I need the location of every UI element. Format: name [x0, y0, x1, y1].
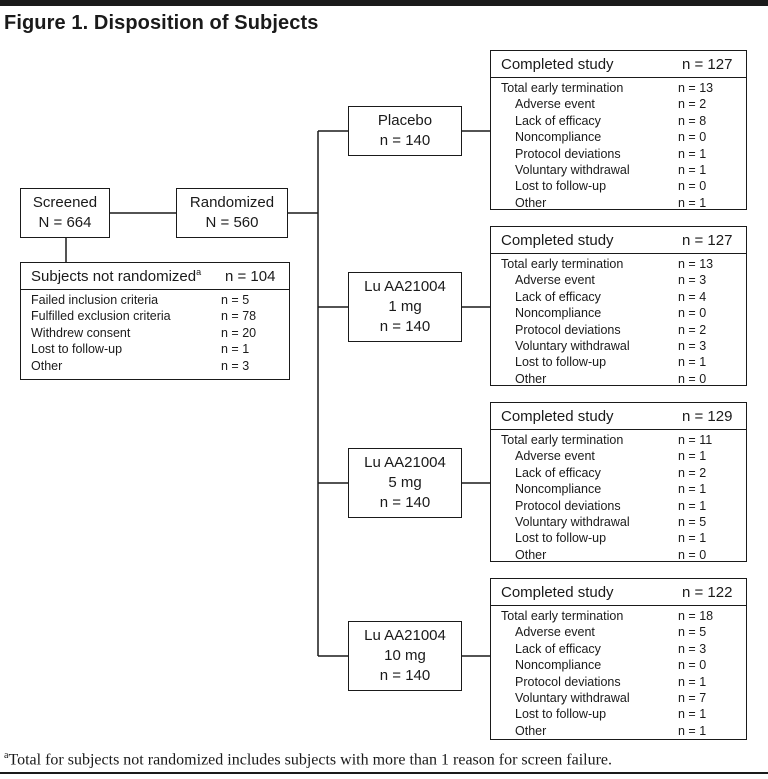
table-row: Total early termination n = 18: [501, 609, 714, 623]
randomized-box: [176, 188, 288, 238]
table-row: Noncompliance n = 0: [515, 130, 707, 145]
arm-count: n = 140: [379, 667, 431, 684]
table-row: Protocol deviations n = 1: [515, 674, 707, 689]
table-row: Voluntary withdrawal n = 1: [515, 162, 707, 177]
table-row: Adverse event n = 3: [515, 273, 707, 288]
footnote-mark: a: [196, 267, 202, 277]
termination-rows: [491, 606, 746, 739]
arm-count: n = 140: [379, 494, 431, 511]
screened-count: N = 664: [38, 214, 92, 231]
table-row: Fulfilled exclusion criteria n = 78: [31, 309, 257, 324]
completed-header: Completed study n = 129: [491, 403, 746, 430]
figure-footnote: [4, 750, 612, 769]
arm-name: Lu AA21004: [364, 278, 446, 295]
table-row: Lack of efficacy n = 8: [515, 113, 707, 128]
table-row: Noncompliance n = 0: [515, 306, 707, 321]
arm-dose: 1 mg: [388, 298, 422, 315]
arm-dose: 5 mg: [388, 474, 422, 491]
not-randomized-box: [20, 262, 290, 380]
outcome-placebo-box: [490, 50, 747, 210]
table-row: Total early termination n = 11: [501, 433, 713, 447]
bottom-rule: [0, 772, 768, 774]
completed-header: Completed study n = 127: [491, 51, 746, 78]
table-row: Protocol deviations n = 1: [515, 146, 707, 161]
screened-label: Screened: [32, 194, 98, 211]
table-row: Other n = 1: [515, 723, 707, 738]
not-randomized-total: n = 104: [225, 267, 276, 285]
table-row: Lost to follow-up n = 1: [515, 355, 707, 370]
termination-rows: [491, 78, 746, 211]
completed-header: Completed study n = 127: [491, 227, 746, 254]
randomized-count: N = 560: [205, 214, 259, 231]
arm-name: Placebo: [377, 112, 433, 129]
table-row: Lack of efficacy n = 4: [515, 289, 707, 304]
footnote-text: Total for subjects not randomized includes subjects with more than 1 reason for screen failure.: [8, 751, 613, 769]
not-randomized-rows: [21, 290, 289, 374]
arm-dose: 10 mg: [384, 647, 426, 664]
table-row: Adverse event n = 2: [515, 97, 707, 112]
table-row: Lost to follow-up n = 1: [515, 707, 707, 722]
completed-header: Completed study n = 122: [491, 579, 746, 606]
arm-count: n = 140: [379, 132, 431, 149]
termination-rows: [491, 254, 746, 387]
termination-rows: [491, 430, 746, 563]
table-row: Total early termination n = 13: [501, 81, 714, 95]
table-row: Other n = 3: [31, 358, 250, 373]
table-row: Noncompliance n = 0: [515, 658, 707, 673]
arm-5mg-box: [348, 448, 462, 518]
table-row: Voluntary withdrawal n = 7: [515, 690, 707, 705]
table-row: Adverse event n = 5: [515, 625, 707, 640]
table-row: Lost to follow-up n = 1: [515, 531, 707, 546]
table-row: Lack of efficacy n = 2: [515, 465, 707, 480]
table-row: Lack of efficacy n = 3: [515, 641, 707, 656]
table-row: Other n = 0: [515, 547, 707, 562]
table-row: Noncompliance n = 1: [515, 482, 707, 497]
arm-name: Lu AA21004: [364, 627, 446, 644]
table-row: Total early termination n = 13: [501, 257, 714, 271]
arm-1mg-box: [348, 272, 462, 342]
arm-10mg-box: [348, 621, 462, 691]
outcome-1mg-box: [490, 226, 747, 386]
not-randomized-header-label: Subjects not randomized$^a$: [31, 267, 202, 285]
arm-count: n = 140: [379, 318, 431, 335]
table-row: Voluntary withdrawal n = 5: [515, 514, 707, 529]
randomized-label: Randomized: [189, 194, 275, 211]
arm-name: Lu AA21004: [364, 454, 446, 471]
outcome-10mg-box: [490, 578, 747, 740]
screened-box: [20, 188, 110, 238]
table-row: Protocol deviations n = 1: [515, 498, 707, 513]
table-row: Protocol deviations n = 2: [515, 322, 707, 337]
table-row: Failed inclusion criteria n = 5: [31, 293, 250, 307]
table-row: Other n = 1: [515, 195, 707, 210]
outcome-5mg-box: [490, 402, 747, 562]
table-row: Other n = 0: [515, 371, 707, 386]
table-row: Lost to follow-up n = 0: [515, 179, 707, 194]
arm-placebo-box: [348, 106, 462, 156]
footnote-mark: a: [4, 750, 9, 761]
table-row: Lost to follow-up n = 1: [31, 342, 250, 357]
table-row: Voluntary withdrawal n = 3: [515, 338, 707, 353]
table-row: Withdrew consent n = 20: [31, 325, 257, 340]
figure-title: Figure 1. Disposition of Subjects: [4, 12, 319, 34]
not-randomized-header: [21, 263, 289, 290]
table-row: Adverse event n = 1: [515, 449, 707, 464]
